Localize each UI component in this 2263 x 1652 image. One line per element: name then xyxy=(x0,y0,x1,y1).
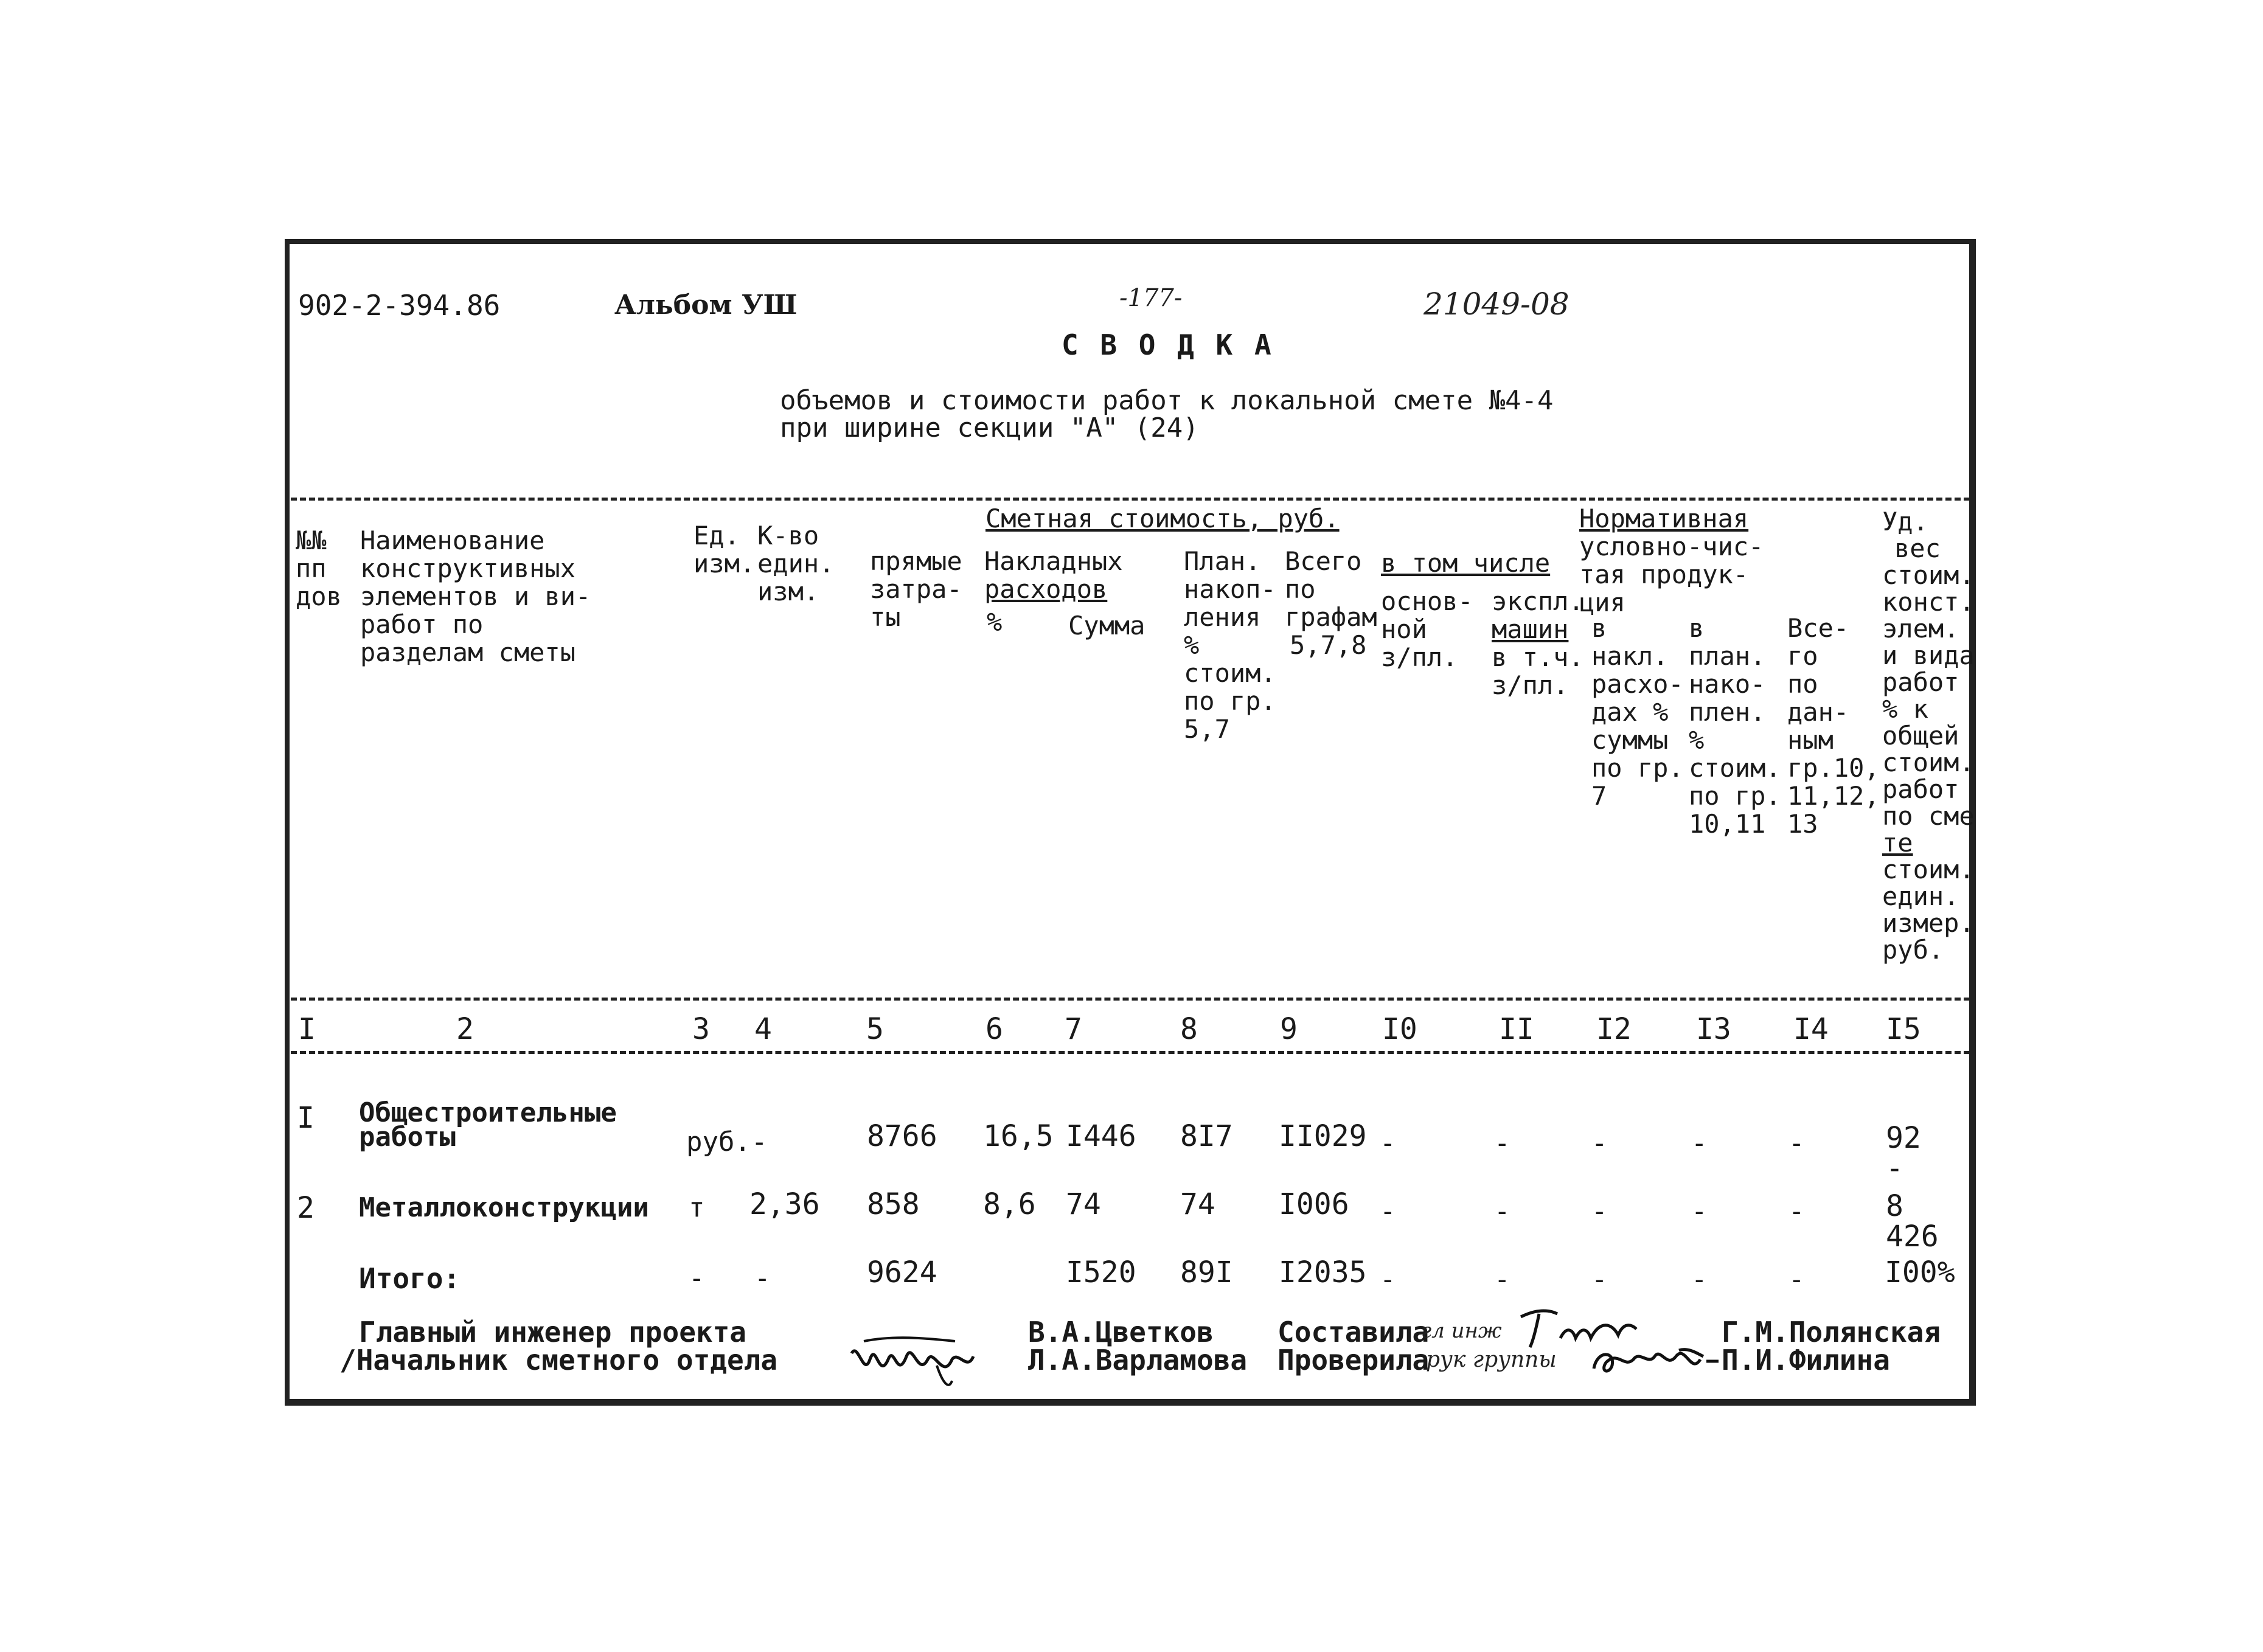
inventory-number: 21049-08 xyxy=(1423,286,1569,322)
row2-plan: 74 xyxy=(1180,1187,1215,1221)
subtitle-line-1: объемов и стоимости работ к локальной смете №4-4 xyxy=(780,385,1554,416)
col-number-15: I5 xyxy=(1886,1012,1921,1046)
row1-plan: 8I7 xyxy=(1180,1119,1233,1153)
row1-c11: - xyxy=(1494,1128,1510,1159)
column-numbers-rule xyxy=(291,1051,1970,1054)
col-number-12: I2 xyxy=(1596,1012,1632,1046)
col-group-normative: Нормативная условно-чис- тая продук- ция xyxy=(1579,504,1764,617)
row2-total: I006 xyxy=(1279,1187,1349,1221)
col-number-10: I0 xyxy=(1382,1012,1417,1046)
col-number-14: I4 xyxy=(1793,1012,1829,1046)
total-weight: I00% xyxy=(1885,1255,1955,1289)
row2-weight: 8 426 xyxy=(1886,1189,1939,1254)
row1-unit: руб. xyxy=(686,1126,751,1157)
col-number-5: 5 xyxy=(866,1012,884,1046)
table-header-rule xyxy=(291,998,1970,1001)
col-number-3: 3 xyxy=(692,1012,710,1046)
row2-c14: - xyxy=(1788,1196,1805,1227)
handwritten-signature-1 xyxy=(846,1323,979,1396)
row1-qty: - xyxy=(751,1126,768,1157)
col-number-1: I xyxy=(298,1012,316,1046)
album-label: Альбом УШ xyxy=(614,290,798,321)
col-number-9: 9 xyxy=(1280,1012,1298,1046)
col-group-overhead: Накладных расходов xyxy=(984,546,1123,604)
row1-c12: - xyxy=(1591,1128,1608,1159)
checked-name: П.И.Филина xyxy=(1722,1344,1890,1376)
total-c12: - xyxy=(1591,1264,1608,1295)
total-c13: - xyxy=(1691,1264,1708,1295)
compiled-label: Составила xyxy=(1278,1316,1430,1348)
col-header-number: №№ пп дов xyxy=(296,526,342,611)
checked-role: рук группы xyxy=(1426,1347,1557,1372)
checked-label: Проверила xyxy=(1278,1344,1430,1376)
col-header-unit: Ед. изм. xyxy=(693,521,756,578)
col-header-machine: экспл. машин в т.ч. з/пл. xyxy=(1492,586,1584,700)
row1-weight: 92 - xyxy=(1886,1121,1921,1185)
total-total: I2035 xyxy=(1279,1255,1367,1289)
col-number-6: 6 xyxy=(985,1012,1003,1046)
col-header-name: Наименование конструктивных элементов и ви- работ по разделам сметы xyxy=(360,526,591,667)
table-top-rule xyxy=(291,498,1970,501)
row2-unit: т xyxy=(689,1192,705,1223)
sign-title-2: /Начальник сметного отдела xyxy=(339,1344,778,1376)
sign-name-2: Л.А.Варламова xyxy=(1028,1344,1248,1376)
col-header-norm-overhead: в накл. расхо- дах % суммы по гр. 7 xyxy=(1591,613,1684,811)
row2-c10: - xyxy=(1380,1196,1396,1227)
col-header-weight: Уд. вес стоим. конст. элем. и вида работ % к общей стоим. работ по сме те стоим. един. измер. руб. xyxy=(1882,507,1975,965)
col-header-base-wage: основ- ной з/пл. xyxy=(1381,586,1473,672)
row1-direct: 8766 xyxy=(867,1119,937,1153)
total-direct: 9624 xyxy=(867,1255,937,1289)
col-header-norm-total: Все- го по дан- ным гр.10, 11,12, 13 xyxy=(1787,613,1880,839)
handwritten-signature-3 xyxy=(1588,1332,1728,1387)
row2-c12: - xyxy=(1591,1196,1608,1227)
col-group-cost: Сметная стоимость, руб. xyxy=(985,504,1340,533)
total-c10: - xyxy=(1380,1264,1396,1295)
subtitle-line-2: при ширине секции "А" (24) xyxy=(780,412,1199,443)
compiled-role: гл инж xyxy=(1421,1319,1502,1343)
row2-qty: 2,36 xyxy=(749,1187,820,1221)
total-label: Итого: xyxy=(359,1262,461,1295)
col-header-norm-plan: в план. нако- плен. % стоим. по гр. 10,11 xyxy=(1689,613,1781,839)
col-number-8: 8 xyxy=(1180,1012,1198,1046)
row1-overhead-pct: 16,5 xyxy=(983,1119,1054,1153)
sign-title-1: Главный инженер проекта xyxy=(359,1316,746,1348)
row2-overhead-pct: 8,6 xyxy=(983,1187,1036,1221)
row2-direct: 858 xyxy=(867,1187,920,1221)
row1-name: Общестроительные работы xyxy=(359,1097,617,1153)
page-number: -177- xyxy=(1119,284,1183,312)
col-header-overhead-sum: Сумма xyxy=(1068,611,1145,640)
row2-c13: - xyxy=(1691,1196,1708,1227)
col-number-2: 2 xyxy=(456,1012,474,1046)
col-group-including: в том числе xyxy=(1381,548,1551,578)
col-header-total: Всего по графам 5,7,8 xyxy=(1285,546,1377,660)
col-header-qty: К-во един. изм. xyxy=(757,521,835,606)
row2-name: Металлоконструкции xyxy=(359,1192,649,1223)
doc-code: 902-2-394.86 xyxy=(298,289,501,322)
row2-number: 2 xyxy=(297,1191,315,1225)
total-plan: 89I xyxy=(1180,1255,1233,1289)
row1-c10: - xyxy=(1380,1128,1396,1159)
total-overhead-sum: I520 xyxy=(1066,1255,1136,1289)
total-c11: - xyxy=(1494,1264,1510,1295)
row1-total: II029 xyxy=(1279,1119,1367,1153)
total-qty: - xyxy=(754,1263,771,1294)
document-title: С В О Д К А xyxy=(1062,328,1274,361)
row1-c14: - xyxy=(1788,1128,1805,1159)
col-header-overhead-pct: % xyxy=(987,607,1003,637)
row1-overhead-sum: I446 xyxy=(1066,1119,1136,1153)
col-header-direct: прямые затра- ты xyxy=(870,546,962,632)
col-number-4: 4 xyxy=(754,1012,772,1046)
col-header-plan: План. накоп- ления % стоим. по гр. 5,7 xyxy=(1184,546,1276,744)
col-number-7: 7 xyxy=(1065,1012,1082,1046)
row1-c13: - xyxy=(1691,1128,1708,1159)
col-number-13: I3 xyxy=(1696,1012,1731,1046)
row2-c11: - xyxy=(1494,1196,1510,1227)
total-unit: - xyxy=(689,1263,705,1294)
row1-number: I xyxy=(297,1101,315,1135)
total-c14: - xyxy=(1788,1264,1805,1295)
compiled-name: Г.М.Полянская xyxy=(1722,1316,1941,1348)
col-number-11: II xyxy=(1499,1012,1534,1046)
sign-name-1: В.А.Цветков xyxy=(1028,1316,1214,1348)
row2-overhead-sum: 74 xyxy=(1066,1187,1101,1221)
